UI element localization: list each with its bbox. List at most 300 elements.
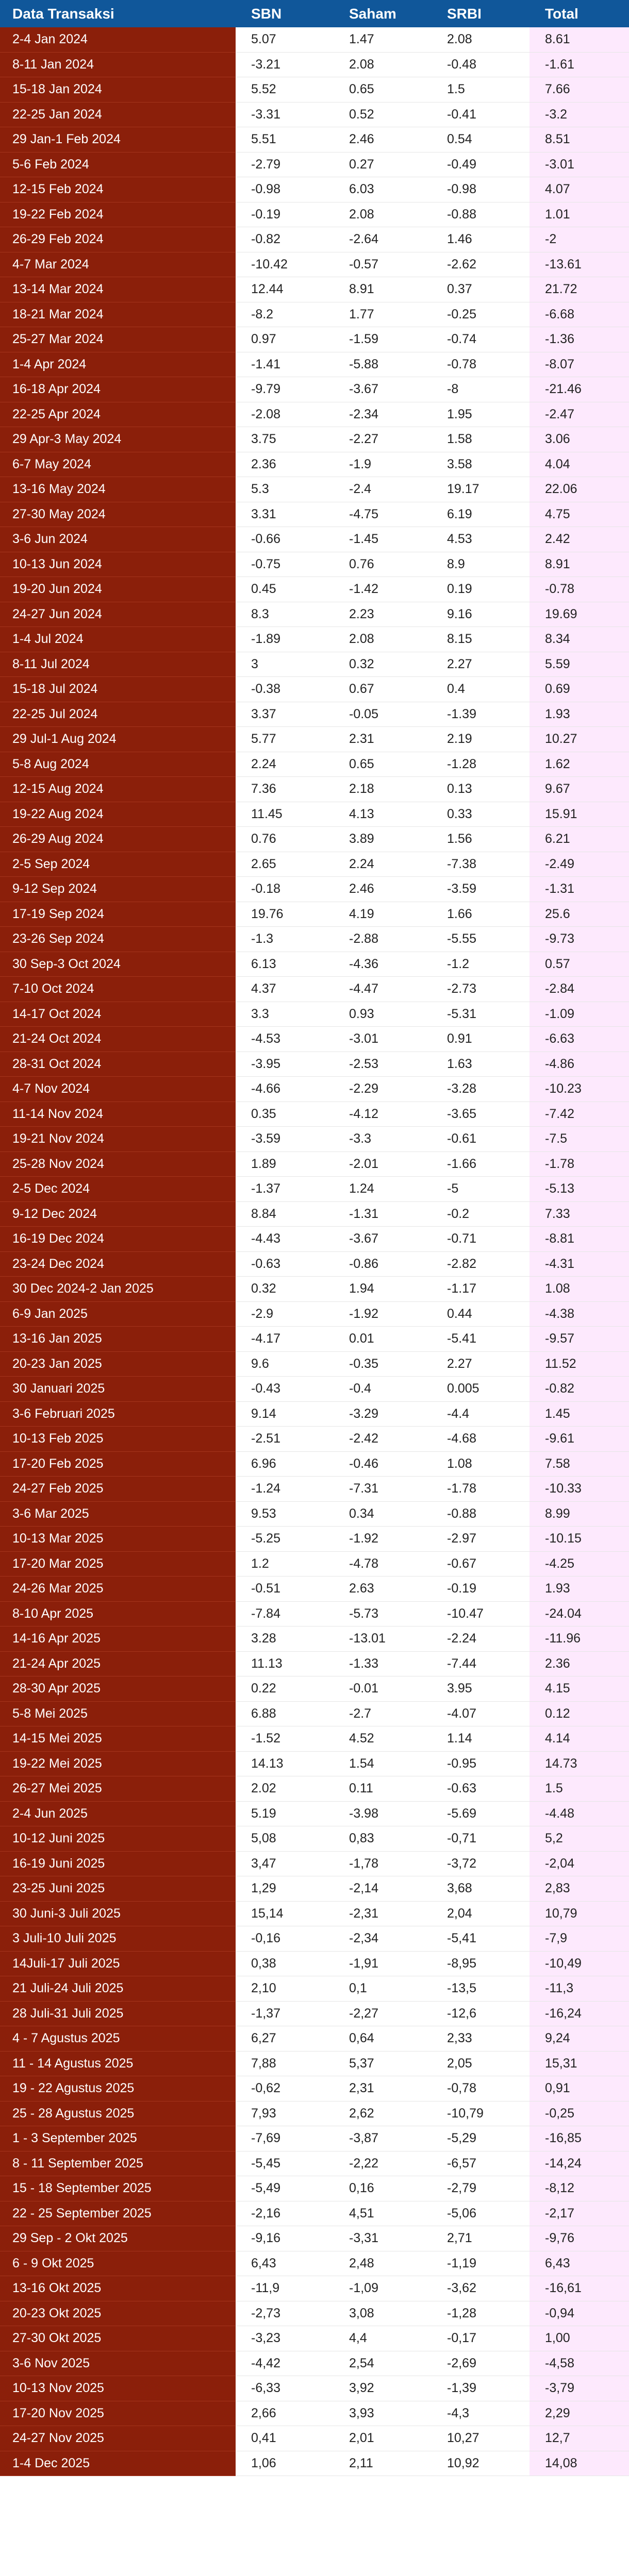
cell-total: -9.57 bbox=[529, 1327, 629, 1352]
row-date: 26-27 Mei 2025 bbox=[0, 1776, 236, 1802]
cell-total: -2.84 bbox=[529, 977, 629, 1002]
row-date: 19-22 Mei 2025 bbox=[0, 1752, 236, 1777]
cell-total: -1.61 bbox=[529, 53, 629, 78]
cell-saham: 0.76 bbox=[334, 552, 432, 578]
cell-srbi: 9.16 bbox=[432, 602, 529, 628]
cell-total: 8.51 bbox=[529, 127, 629, 152]
table-row bbox=[0, 877, 629, 902]
row-date: 7-10 Oct 2024 bbox=[0, 977, 236, 1002]
table-row bbox=[0, 1077, 629, 1102]
cell-total: -4.48 bbox=[529, 1802, 629, 1827]
cell-total: 25.6 bbox=[529, 902, 629, 927]
cell-total: 14.73 bbox=[529, 1752, 629, 1777]
cell-srbi: -0,78 bbox=[432, 2076, 529, 2102]
cell-sbn: -1.24 bbox=[236, 1477, 334, 1502]
cell-sbn: 2.36 bbox=[236, 452, 334, 478]
cell-total: -9,76 bbox=[529, 2226, 629, 2251]
cell-sbn: -0.18 bbox=[236, 877, 334, 902]
cell-sbn: 1.2 bbox=[236, 1552, 334, 1577]
cell-saham: 2.31 bbox=[334, 727, 432, 752]
table-row bbox=[0, 1577, 629, 1602]
table-row bbox=[0, 1352, 629, 1377]
cell-srbi: 0.33 bbox=[432, 802, 529, 827]
cell-saham: 2.63 bbox=[334, 1577, 432, 1602]
cell-sbn: -2,73 bbox=[236, 2301, 334, 2327]
cell-total: 1.62 bbox=[529, 752, 629, 777]
row-date: 28 Juli-31 Juli 2025 bbox=[0, 2002, 236, 2027]
cell-srbi: 8.9 bbox=[432, 552, 529, 578]
cell-total: -0,94 bbox=[529, 2301, 629, 2327]
cell-sbn: 0.45 bbox=[236, 577, 334, 602]
table-row bbox=[0, 1952, 629, 1977]
cell-srbi: 0.005 bbox=[432, 1377, 529, 1402]
cell-total: -16,85 bbox=[529, 2126, 629, 2151]
cell-srbi: 3,68 bbox=[432, 1876, 529, 1902]
cell-srbi: -0.48 bbox=[432, 53, 529, 78]
cell-srbi: 2,33 bbox=[432, 2026, 529, 2052]
table-row bbox=[0, 1976, 629, 2002]
row-date: 11-14 Nov 2024 bbox=[0, 1102, 236, 1127]
cell-srbi: 0.44 bbox=[432, 1302, 529, 1327]
cell-sbn: 2,10 bbox=[236, 1976, 334, 2002]
row-date: 26-29 Feb 2024 bbox=[0, 227, 236, 252]
cell-srbi: -2.24 bbox=[432, 1626, 529, 1652]
cell-srbi: -1.66 bbox=[432, 1152, 529, 1177]
header-sbn[interactable]: SBN bbox=[251, 5, 282, 22]
cell-srbi: 0.4 bbox=[432, 677, 529, 702]
cell-srbi: 1.66 bbox=[432, 902, 529, 927]
cell-srbi: -5.69 bbox=[432, 1802, 529, 1827]
cell-sbn: 5.52 bbox=[236, 77, 334, 103]
table-row bbox=[0, 477, 629, 502]
cell-sbn: 4.37 bbox=[236, 977, 334, 1002]
table-row bbox=[0, 1177, 629, 1202]
cell-total: 3.06 bbox=[529, 427, 629, 452]
cell-srbi: -1.2 bbox=[432, 952, 529, 977]
cell-srbi: -2.73 bbox=[432, 977, 529, 1002]
cell-sbn: -2.51 bbox=[236, 1427, 334, 1452]
cell-srbi: 10,92 bbox=[432, 2451, 529, 2477]
cell-saham: -2,14 bbox=[334, 1876, 432, 1902]
cell-total: -0.78 bbox=[529, 577, 629, 602]
cell-total: -1.36 bbox=[529, 327, 629, 352]
cell-srbi: -5.55 bbox=[432, 927, 529, 952]
cell-srbi: 1.5 bbox=[432, 77, 529, 103]
table-row bbox=[0, 1227, 629, 1252]
cell-total: 1.08 bbox=[529, 1277, 629, 1302]
table-row bbox=[0, 1902, 629, 1927]
table-header bbox=[0, 0, 629, 27]
row-date: 17-20 Mar 2025 bbox=[0, 1552, 236, 1577]
table-row bbox=[0, 2326, 629, 2351]
table-row bbox=[0, 1477, 629, 1502]
cell-srbi: -5,29 bbox=[432, 2126, 529, 2151]
cell-sbn: 0,41 bbox=[236, 2426, 334, 2451]
table-row bbox=[0, 302, 629, 328]
cell-total: 4.75 bbox=[529, 502, 629, 528]
table-row bbox=[0, 777, 629, 802]
cell-saham: -4.36 bbox=[334, 952, 432, 977]
table-row bbox=[0, 152, 629, 178]
cell-sbn: 3.3 bbox=[236, 1002, 334, 1027]
table-row bbox=[0, 2451, 629, 2477]
cell-sbn: 5.77 bbox=[236, 727, 334, 752]
cell-total: -7,9 bbox=[529, 1926, 629, 1952]
cell-total: 0.57 bbox=[529, 952, 629, 977]
table-row bbox=[0, 2002, 629, 2027]
cell-srbi: 1.58 bbox=[432, 427, 529, 452]
cell-saham: -7.31 bbox=[334, 1477, 432, 1502]
cell-saham: 1.94 bbox=[334, 1277, 432, 1302]
table-row bbox=[0, 727, 629, 752]
cell-sbn: 6,27 bbox=[236, 2026, 334, 2052]
cell-sbn: -0.75 bbox=[236, 552, 334, 578]
cell-sbn: 0.97 bbox=[236, 327, 334, 352]
table-row bbox=[0, 977, 629, 1002]
row-date: 25-27 Mar 2024 bbox=[0, 327, 236, 352]
cell-total: 10,79 bbox=[529, 1902, 629, 1927]
cell-sbn: 2,66 bbox=[236, 2401, 334, 2427]
cell-sbn: 11.13 bbox=[236, 1652, 334, 1677]
cell-total: 4.04 bbox=[529, 452, 629, 478]
cell-saham: 5,37 bbox=[334, 2052, 432, 2077]
table-row bbox=[0, 1726, 629, 1752]
cell-srbi: -0.95 bbox=[432, 1752, 529, 1777]
cell-sbn: 19.76 bbox=[236, 902, 334, 927]
cell-sbn: 5.19 bbox=[236, 1802, 334, 1827]
cell-sbn: -0.19 bbox=[236, 202, 334, 228]
cell-srbi: -1,19 bbox=[432, 2251, 529, 2277]
table-row bbox=[0, 1602, 629, 1627]
cell-saham: 0.27 bbox=[334, 152, 432, 178]
cell-total: -4.38 bbox=[529, 1302, 629, 1327]
cell-total: 2.42 bbox=[529, 527, 629, 552]
cell-saham: 4,4 bbox=[334, 2326, 432, 2351]
cell-total: -2,17 bbox=[529, 2201, 629, 2227]
row-date: 1-4 Apr 2024 bbox=[0, 352, 236, 378]
cell-saham: -2.88 bbox=[334, 927, 432, 952]
cell-saham: 8.91 bbox=[334, 277, 432, 302]
table-row bbox=[0, 577, 629, 602]
cell-sbn: 8.3 bbox=[236, 602, 334, 628]
row-date: 30 Januari 2025 bbox=[0, 1377, 236, 1402]
cell-srbi: -0.88 bbox=[432, 202, 529, 228]
cell-sbn: 3.37 bbox=[236, 702, 334, 727]
cell-srbi: -3.28 bbox=[432, 1077, 529, 1102]
cell-saham: 2,48 bbox=[334, 2251, 432, 2277]
cell-saham: 0.52 bbox=[334, 103, 432, 128]
cell-total: 4.14 bbox=[529, 1726, 629, 1752]
cell-sbn: -2.9 bbox=[236, 1302, 334, 1327]
table-row bbox=[0, 1926, 629, 1952]
cell-srbi: 0.54 bbox=[432, 127, 529, 152]
cell-sbn: 2.02 bbox=[236, 1776, 334, 1802]
row-date: 4 - 7 Agustus 2025 bbox=[0, 2026, 236, 2052]
cell-srbi: 2.27 bbox=[432, 1352, 529, 1377]
cell-total: 8.99 bbox=[529, 1502, 629, 1527]
cell-total: 0,91 bbox=[529, 2076, 629, 2102]
table-row bbox=[0, 1626, 629, 1652]
table-row bbox=[0, 852, 629, 877]
row-date: 13-16 May 2024 bbox=[0, 477, 236, 502]
cell-sbn: -0.66 bbox=[236, 527, 334, 552]
table-row bbox=[0, 902, 629, 927]
table-body bbox=[0, 27, 629, 2476]
cell-sbn: 7.36 bbox=[236, 777, 334, 802]
cell-saham: -1.45 bbox=[334, 527, 432, 552]
row-date: 17-20 Feb 2025 bbox=[0, 1452, 236, 1477]
cell-total: 11.52 bbox=[529, 1352, 629, 1377]
row-date: 8-11 Jul 2024 bbox=[0, 652, 236, 677]
cell-sbn: -1.89 bbox=[236, 627, 334, 652]
row-date: 5-6 Feb 2024 bbox=[0, 152, 236, 178]
row-date: 4-7 Nov 2024 bbox=[0, 1077, 236, 1102]
row-date: 1-4 Jul 2024 bbox=[0, 627, 236, 652]
row-date: 29 Apr-3 May 2024 bbox=[0, 427, 236, 452]
cell-srbi: -1,39 bbox=[432, 2376, 529, 2401]
table-row bbox=[0, 1002, 629, 1027]
row-date: 28-31 Oct 2024 bbox=[0, 1052, 236, 1077]
cell-total: 8.91 bbox=[529, 552, 629, 578]
cell-saham: 2.24 bbox=[334, 852, 432, 877]
row-date: 22-25 Jul 2024 bbox=[0, 702, 236, 727]
header-saham[interactable]: Saham bbox=[349, 5, 396, 22]
table-row bbox=[0, 103, 629, 128]
cell-total: -9.73 bbox=[529, 927, 629, 952]
cell-saham: 4,51 bbox=[334, 2201, 432, 2227]
cell-sbn: 6.88 bbox=[236, 1702, 334, 1727]
cell-total: -3.2 bbox=[529, 103, 629, 128]
cell-sbn: 9.53 bbox=[236, 1502, 334, 1527]
table-row bbox=[0, 53, 629, 78]
table-row bbox=[0, 2026, 629, 2052]
cell-sbn: 3.28 bbox=[236, 1626, 334, 1652]
cell-sbn: -3.59 bbox=[236, 1127, 334, 1152]
cell-srbi: 8.15 bbox=[432, 627, 529, 652]
cell-srbi: -5.41 bbox=[432, 1327, 529, 1352]
cell-total: -10,49 bbox=[529, 1952, 629, 1977]
row-date: 19-22 Aug 2024 bbox=[0, 802, 236, 827]
row-date: 2-4 Jan 2024 bbox=[0, 27, 236, 53]
cell-sbn: -0,62 bbox=[236, 2076, 334, 2102]
table-row bbox=[0, 1277, 629, 1302]
cell-total: -7.42 bbox=[529, 1102, 629, 1127]
row-date: 10-12 Juni 2025 bbox=[0, 1826, 236, 1852]
cell-saham: -5.73 bbox=[334, 1602, 432, 1627]
cell-srbi: -7.44 bbox=[432, 1652, 529, 1677]
cell-srbi: 1.08 bbox=[432, 1452, 529, 1477]
cell-srbi: -3,62 bbox=[432, 2276, 529, 2301]
cell-saham: 0,64 bbox=[334, 2026, 432, 2052]
cell-saham: -13.01 bbox=[334, 1626, 432, 1652]
cell-saham: -3.3 bbox=[334, 1127, 432, 1152]
cell-sbn: -3,23 bbox=[236, 2326, 334, 2351]
cell-sbn: -1,37 bbox=[236, 2002, 334, 2027]
cell-sbn: 3,47 bbox=[236, 1852, 334, 1877]
table-row bbox=[0, 1052, 629, 1077]
cell-saham: -2.01 bbox=[334, 1152, 432, 1177]
table-row bbox=[0, 202, 629, 228]
table-row bbox=[0, 77, 629, 103]
row-date: 14-16 Apr 2025 bbox=[0, 1626, 236, 1652]
row-date: 2-4 Jun 2025 bbox=[0, 1802, 236, 1827]
table-row bbox=[0, 1802, 629, 1827]
cell-sbn: -7.84 bbox=[236, 1602, 334, 1627]
table-row bbox=[0, 227, 629, 252]
header-srbi[interactable]: SRBI bbox=[447, 5, 482, 22]
cell-srbi: -0.74 bbox=[432, 327, 529, 352]
cell-saham: 0.01 bbox=[334, 1327, 432, 1352]
cell-srbi: -0,17 bbox=[432, 2326, 529, 2351]
cell-saham: -3.67 bbox=[334, 1227, 432, 1252]
cell-saham: 1.47 bbox=[334, 27, 432, 53]
cell-saham: -2,34 bbox=[334, 1926, 432, 1952]
cell-total: -9.61 bbox=[529, 1427, 629, 1452]
cell-sbn: -9,16 bbox=[236, 2226, 334, 2251]
cell-total: -2.49 bbox=[529, 852, 629, 877]
row-date: 22-25 Jan 2024 bbox=[0, 103, 236, 128]
cell-srbi: -6,57 bbox=[432, 2151, 529, 2177]
cell-srbi: 1.14 bbox=[432, 1726, 529, 1752]
row-date: 17-19 Sep 2024 bbox=[0, 902, 236, 927]
cell-total: 2,83 bbox=[529, 1876, 629, 1902]
table-row bbox=[0, 2401, 629, 2427]
cell-srbi: -5,06 bbox=[432, 2201, 529, 2227]
table-row bbox=[0, 427, 629, 452]
cell-sbn: 1.89 bbox=[236, 1152, 334, 1177]
table-row bbox=[0, 1327, 629, 1352]
row-date: 4-7 Mar 2024 bbox=[0, 252, 236, 278]
row-date: 13-16 Okt 2025 bbox=[0, 2276, 236, 2301]
cell-sbn: 1,06 bbox=[236, 2451, 334, 2477]
table-row bbox=[0, 1102, 629, 1127]
row-date: 20-23 Jan 2025 bbox=[0, 1352, 236, 1377]
cell-total: 6,43 bbox=[529, 2251, 629, 2277]
row-date: 30 Juni-3 Juli 2025 bbox=[0, 1902, 236, 1927]
cell-saham: 6.03 bbox=[334, 177, 432, 202]
table-row bbox=[0, 327, 629, 352]
cell-srbi: -2.62 bbox=[432, 252, 529, 278]
cell-saham: 2.08 bbox=[334, 53, 432, 78]
cell-saham: -3,87 bbox=[334, 2126, 432, 2151]
cell-total: -21.46 bbox=[529, 377, 629, 402]
row-date: 23-25 Juni 2025 bbox=[0, 1876, 236, 1902]
cell-saham: -0.01 bbox=[334, 1676, 432, 1702]
table-row bbox=[0, 2226, 629, 2251]
cell-total: 7.66 bbox=[529, 77, 629, 103]
cell-total: -1.31 bbox=[529, 877, 629, 902]
table-row bbox=[0, 1552, 629, 1577]
header-total[interactable]: Total bbox=[545, 5, 578, 22]
cell-saham: -0.57 bbox=[334, 252, 432, 278]
cell-saham: -4.12 bbox=[334, 1102, 432, 1127]
row-date: 17-20 Nov 2025 bbox=[0, 2401, 236, 2427]
cell-srbi: -0.49 bbox=[432, 152, 529, 178]
cell-saham: -0.05 bbox=[334, 702, 432, 727]
table-row bbox=[0, 2276, 629, 2301]
cell-saham: -3.29 bbox=[334, 1402, 432, 1427]
table-row bbox=[0, 1826, 629, 1852]
cell-sbn: -4.53 bbox=[236, 1027, 334, 1052]
cell-srbi: -10.47 bbox=[432, 1602, 529, 1627]
cell-total: 21.72 bbox=[529, 277, 629, 302]
cell-saham: -1.92 bbox=[334, 1302, 432, 1327]
cell-sbn: -11,9 bbox=[236, 2276, 334, 2301]
cell-total: 2.36 bbox=[529, 1652, 629, 1677]
cell-saham: 0.11 bbox=[334, 1776, 432, 1802]
cell-srbi: -0.19 bbox=[432, 1577, 529, 1602]
row-date: 1 - 3 September 2025 bbox=[0, 2126, 236, 2151]
cell-sbn: -5.25 bbox=[236, 1527, 334, 1552]
cell-sbn: -2,16 bbox=[236, 2201, 334, 2227]
table-row bbox=[0, 502, 629, 528]
cell-total: -6.68 bbox=[529, 302, 629, 328]
table-row bbox=[0, 1752, 629, 1777]
cell-sbn: -0.43 bbox=[236, 1377, 334, 1402]
cell-srbi: 0.19 bbox=[432, 577, 529, 602]
table-row bbox=[0, 377, 629, 402]
table-row bbox=[0, 1502, 629, 1527]
cell-saham: -3,31 bbox=[334, 2226, 432, 2251]
table-row bbox=[0, 1652, 629, 1677]
cell-total: -4,58 bbox=[529, 2351, 629, 2377]
table-row bbox=[0, 652, 629, 677]
table-row bbox=[0, 2102, 629, 2127]
row-date: 12-15 Aug 2024 bbox=[0, 777, 236, 802]
row-date: 26-29 Aug 2024 bbox=[0, 827, 236, 852]
table-row bbox=[0, 627, 629, 652]
cell-total: -2.47 bbox=[529, 402, 629, 428]
cell-saham: -2.64 bbox=[334, 227, 432, 252]
cell-srbi: -0.61 bbox=[432, 1127, 529, 1152]
cell-saham: -2,31 bbox=[334, 1902, 432, 1927]
cell-srbi: 1.95 bbox=[432, 402, 529, 428]
cell-sbn: 15,14 bbox=[236, 1902, 334, 1927]
cell-sbn: 6.13 bbox=[236, 952, 334, 977]
row-date: 2-5 Sep 2024 bbox=[0, 852, 236, 877]
cell-total: 15.91 bbox=[529, 802, 629, 827]
table-row bbox=[0, 252, 629, 278]
row-date: 27-30 Okt 2025 bbox=[0, 2326, 236, 2351]
cell-saham: 2.08 bbox=[334, 627, 432, 652]
cell-total: 1,00 bbox=[529, 2326, 629, 2351]
cell-sbn: -6,33 bbox=[236, 2376, 334, 2401]
cell-total: -24.04 bbox=[529, 1602, 629, 1627]
cell-sbn: -0,16 bbox=[236, 1926, 334, 1952]
cell-total: -7.5 bbox=[529, 1127, 629, 1152]
cell-saham: 3,93 bbox=[334, 2401, 432, 2427]
header-data-transaksi[interactable]: Data Transaksi bbox=[12, 5, 114, 22]
cell-sbn: 7,88 bbox=[236, 2052, 334, 2077]
cell-total: -6.63 bbox=[529, 1027, 629, 1052]
row-date: 15-18 Jan 2024 bbox=[0, 77, 236, 103]
cell-saham: -0.46 bbox=[334, 1452, 432, 1477]
cell-total: -2,04 bbox=[529, 1852, 629, 1877]
cell-total: 9.67 bbox=[529, 777, 629, 802]
cell-total: -8.81 bbox=[529, 1227, 629, 1252]
cell-sbn: 0.76 bbox=[236, 827, 334, 852]
row-date: 29 Sep - 2 Okt 2025 bbox=[0, 2226, 236, 2251]
cell-total: 7.33 bbox=[529, 1202, 629, 1227]
cell-total: 1.5 bbox=[529, 1776, 629, 1802]
cell-total: 19.69 bbox=[529, 602, 629, 628]
row-date: 25-28 Nov 2024 bbox=[0, 1152, 236, 1177]
cell-saham: -1,91 bbox=[334, 1952, 432, 1977]
cell-srbi: -5 bbox=[432, 1177, 529, 1202]
table-row bbox=[0, 2201, 629, 2227]
table-row bbox=[0, 352, 629, 378]
table-row bbox=[0, 1127, 629, 1152]
